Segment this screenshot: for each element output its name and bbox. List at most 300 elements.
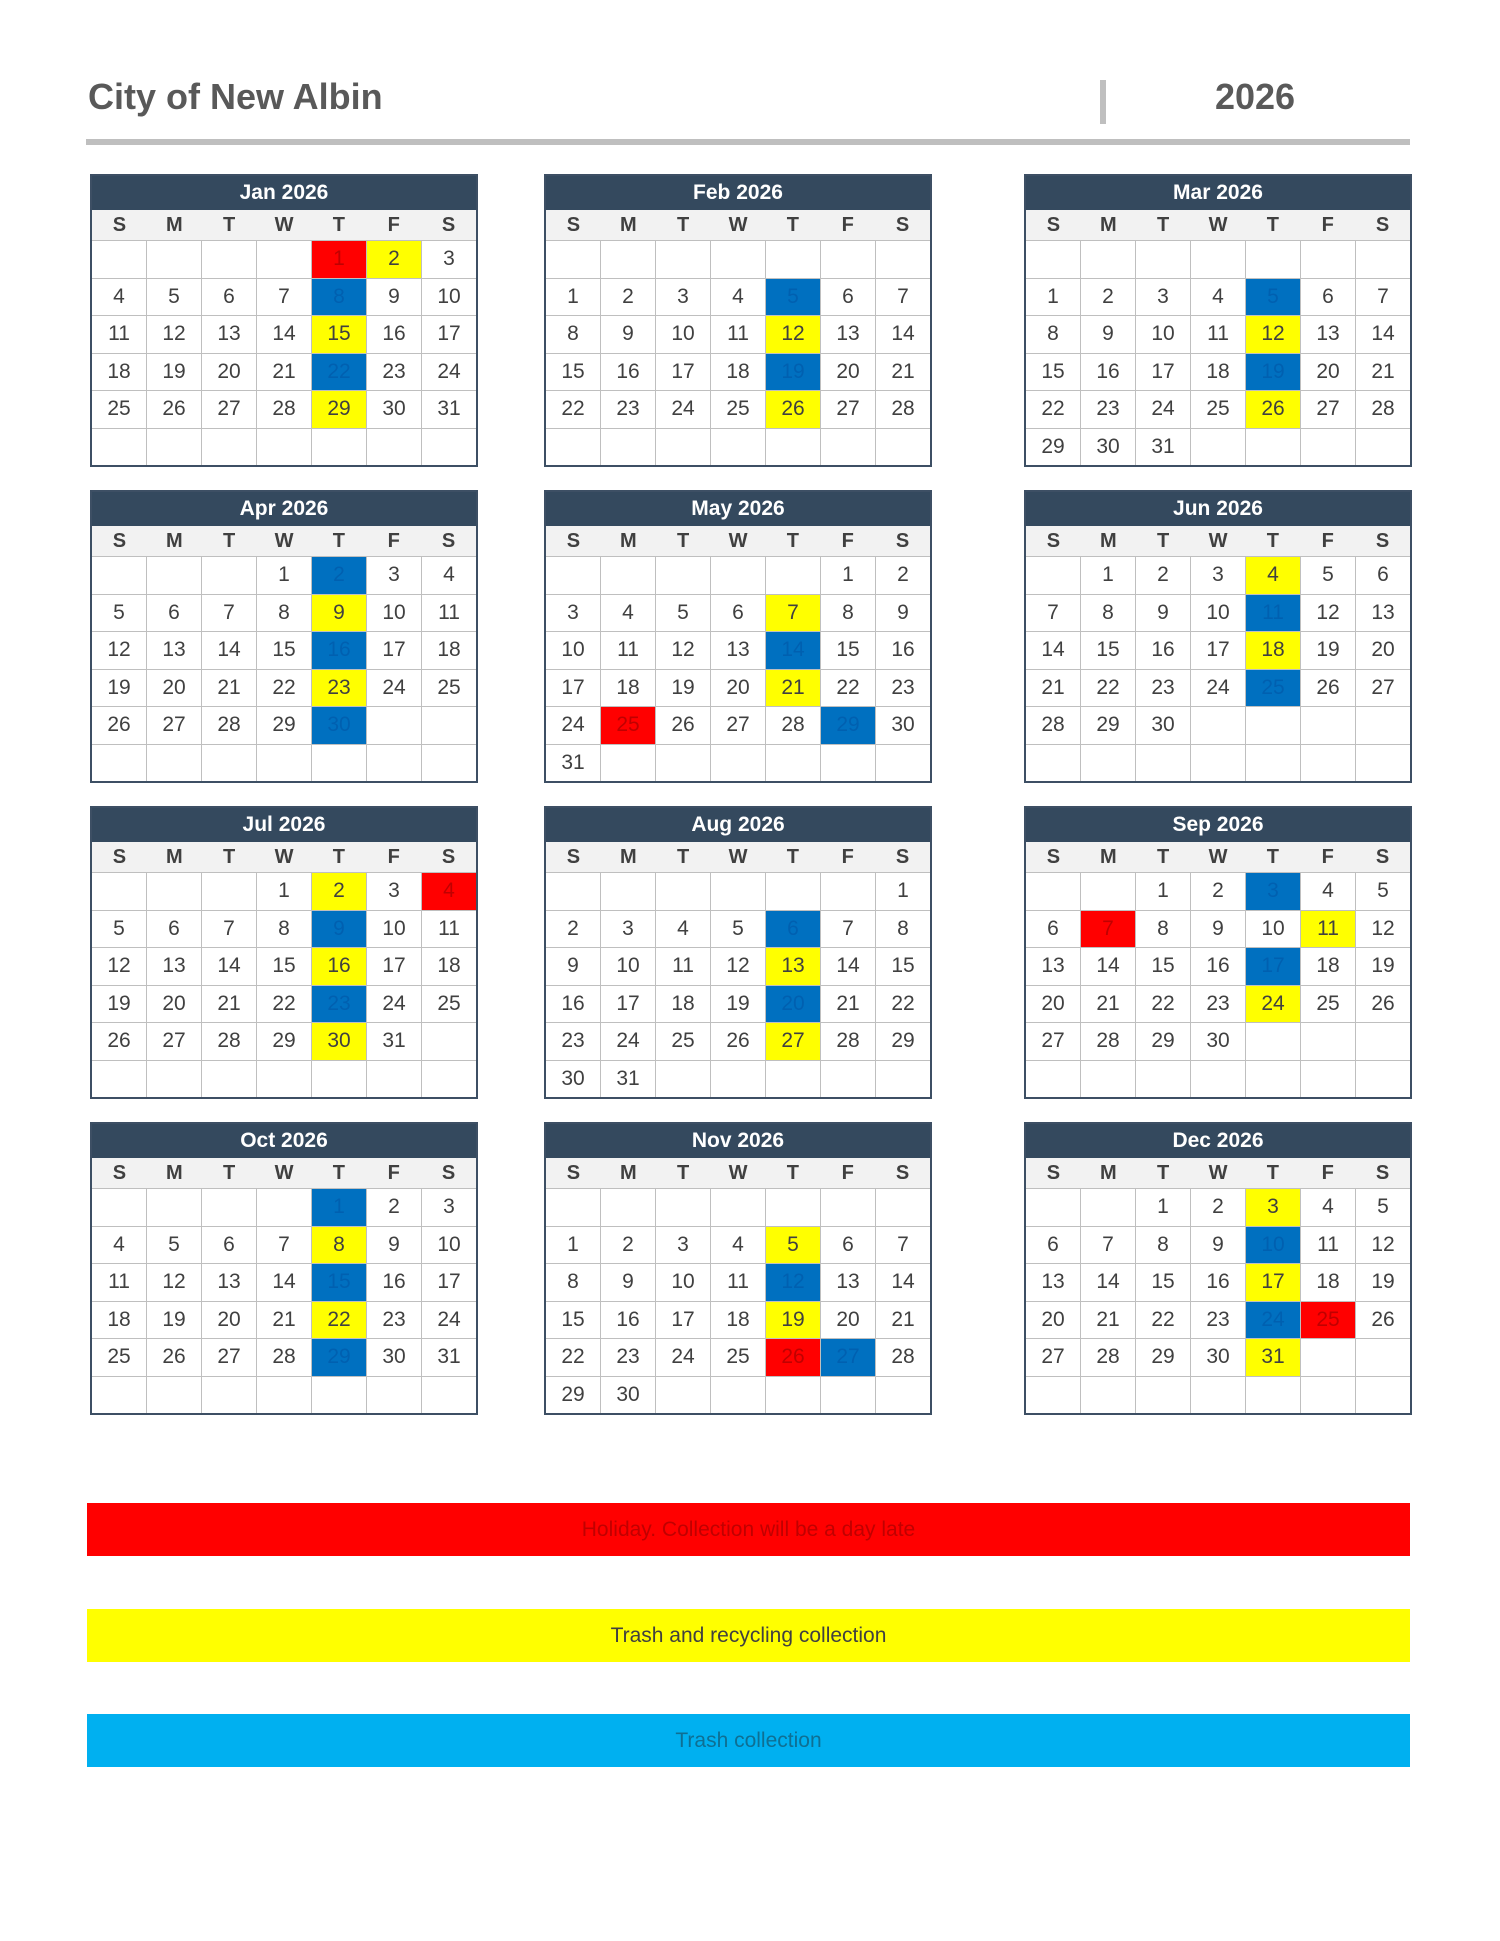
month-calendar <box>544 1122 932 1415</box>
day-cell: 10 <box>656 316 711 353</box>
day-cell <box>656 873 711 910</box>
day-cell <box>257 1377 312 1414</box>
week-row <box>1026 1226 1410 1264</box>
day-cell <box>312 1377 367 1414</box>
day-cell: 5 <box>147 279 202 316</box>
day-cell: 2 <box>1191 1189 1246 1226</box>
weekday-label: W <box>728 846 748 868</box>
day-cell: 27 <box>711 707 766 744</box>
day-cell: 4 <box>92 1227 147 1264</box>
week-row <box>1026 1189 1410 1226</box>
day-cell: 20 <box>821 1302 876 1339</box>
day-cell <box>876 1189 930 1226</box>
day-cell: 16 <box>1191 1264 1246 1301</box>
month-calendar <box>90 174 478 467</box>
header-rule <box>86 139 1410 145</box>
week-row <box>546 744 930 782</box>
day-cell: 17 <box>546 670 601 707</box>
day-cell: 21 <box>202 986 257 1023</box>
week-row <box>546 669 930 707</box>
day-cell: 5 <box>656 595 711 632</box>
day-cell: 19 <box>92 986 147 1023</box>
day-cell: 29 <box>257 707 312 744</box>
day-cell: 16 <box>891 638 915 661</box>
day-cell: 28 <box>1026 707 1081 744</box>
day-cell: 31 <box>437 397 461 420</box>
day-cell <box>601 873 656 910</box>
day-cell <box>656 557 711 594</box>
day-cell: 12 <box>711 948 766 985</box>
day-cell: 24 <box>1246 1302 1301 1339</box>
day-cell: 18 <box>92 1302 147 1339</box>
day-cell: 24 <box>437 1307 461 1331</box>
weekday-label: T <box>786 846 799 868</box>
week-row <box>1026 873 1410 910</box>
week-row <box>546 1301 930 1339</box>
day-cell: 18 <box>92 354 147 391</box>
day-cell <box>821 1061 876 1098</box>
day-cell: 12 <box>1246 316 1301 353</box>
day-cell: 10 <box>1191 595 1246 632</box>
day-cell <box>821 1189 876 1226</box>
day-cell: 1 <box>257 873 312 910</box>
day-cell: 22 <box>546 391 601 428</box>
day-cell <box>656 1189 711 1226</box>
day-cell: 27 <box>1026 1023 1081 1060</box>
day-cell: 1 <box>1136 873 1191 910</box>
day-cell: 3 <box>367 557 422 594</box>
day-cell: 1 <box>546 279 601 316</box>
day-cell <box>422 1377 476 1414</box>
week-row <box>92 873 476 910</box>
day-cell <box>147 873 202 910</box>
day-cell: 16 <box>367 316 422 353</box>
day-cell: 5 <box>1301 557 1356 594</box>
week-row <box>92 353 476 391</box>
month-calendar <box>544 174 932 467</box>
day-cell: 2 <box>601 1227 656 1264</box>
weekday-label: S <box>566 1162 581 1184</box>
day-cell: 13 <box>711 632 766 669</box>
day-cell: 25 <box>1191 391 1246 428</box>
week-row <box>1026 631 1410 669</box>
week-row <box>546 873 930 910</box>
month-title: Mar 2026 <box>1026 176 1410 210</box>
day-cell: 26 <box>147 1339 202 1376</box>
day-cell <box>422 1061 476 1098</box>
day-cell: 14 <box>891 1270 915 1293</box>
weekday-label: M <box>1099 1162 1117 1184</box>
day-cell <box>202 1189 257 1226</box>
day-cell: 8 <box>257 595 312 632</box>
day-cell: 13 <box>1026 1264 1081 1301</box>
day-cell <box>1301 1377 1356 1414</box>
day-cell <box>202 241 257 278</box>
day-cell <box>202 429 257 466</box>
day-cell: 13 <box>202 1264 257 1301</box>
week-row <box>546 278 930 316</box>
day-cell <box>1081 745 1136 782</box>
day-cell: 1 <box>312 241 367 278</box>
day-cell: 19 <box>766 1302 821 1339</box>
week-row <box>546 985 930 1023</box>
day-cell: 12 <box>1301 595 1356 632</box>
day-cell <box>1191 745 1246 782</box>
month-calendar <box>544 490 932 783</box>
weekday-label: T <box>1157 846 1170 868</box>
day-cell <box>1356 1061 1410 1098</box>
day-cell: 1 <box>546 1227 601 1264</box>
day-cell: 19 <box>1246 354 1301 391</box>
week-row <box>546 557 930 594</box>
day-cell: 25 <box>711 1339 766 1376</box>
day-cell: 23 <box>1191 1302 1246 1339</box>
month-title: Sep 2026 <box>1026 808 1410 842</box>
day-cell <box>1081 1377 1136 1414</box>
day-cell: 27 <box>821 1339 876 1376</box>
day-cell <box>601 1189 656 1226</box>
day-cell <box>711 1377 766 1414</box>
day-cell: 8 <box>1081 595 1136 632</box>
day-cell: 19 <box>92 670 147 707</box>
week-row <box>1026 1263 1410 1301</box>
weekday-label: T <box>223 1162 236 1184</box>
day-cell: 8 <box>821 595 876 632</box>
day-cell: 8 <box>312 1227 367 1264</box>
weekday-label: W <box>274 846 294 868</box>
day-cell: 15 <box>1136 1264 1191 1301</box>
weekday-label: S <box>1046 214 1061 236</box>
day-cell: 11 <box>438 916 460 940</box>
day-cell <box>257 429 312 466</box>
day-cell: 25 <box>92 1339 147 1376</box>
week-row <box>92 947 476 985</box>
day-cell: 14 <box>1026 632 1081 669</box>
day-cell: 9 <box>1191 1227 1246 1264</box>
day-cell <box>821 429 876 466</box>
day-cell <box>546 1189 601 1226</box>
weekday-label: W <box>1208 214 1228 236</box>
day-cell: 6 <box>711 595 766 632</box>
day-cell: 31 <box>437 1345 461 1368</box>
weekday-label: M <box>165 1162 183 1184</box>
day-cell: 13 <box>147 948 202 985</box>
day-cell: 9 <box>367 1227 422 1264</box>
week-row <box>92 1263 476 1301</box>
day-cell: 26 <box>1371 991 1395 1015</box>
day-cell: 9 <box>312 595 367 632</box>
header-divider <box>1100 80 1106 124</box>
weekday-label: F <box>387 530 400 552</box>
day-cell <box>711 1061 766 1098</box>
day-cell: 14 <box>766 632 821 669</box>
day-cell: 26 <box>1246 391 1301 428</box>
day-cell: 1 <box>821 557 876 594</box>
day-cell: 20 <box>202 354 257 391</box>
day-cell <box>147 1061 202 1098</box>
day-cell: 14 <box>257 1264 312 1301</box>
day-cell <box>1301 1339 1356 1376</box>
day-cell: 2 <box>367 1189 422 1226</box>
day-cell <box>821 745 876 782</box>
day-cell: 4 <box>711 279 766 316</box>
day-cell <box>1191 1377 1246 1414</box>
day-cell <box>601 745 656 782</box>
day-cell: 20 <box>1026 986 1081 1023</box>
day-cell: 24 <box>546 707 601 744</box>
day-cell: 15 <box>312 1264 367 1301</box>
day-cell: 10 <box>546 632 601 669</box>
month-days <box>546 1189 930 1413</box>
week-row <box>546 241 930 278</box>
weekday-label: S <box>895 214 910 236</box>
day-cell <box>92 557 147 594</box>
day-cell: 15 <box>891 954 915 977</box>
day-cell: 20 <box>1371 638 1395 661</box>
day-cell <box>876 1061 930 1098</box>
day-cell: 28 <box>202 1023 257 1060</box>
weekday-label: S <box>112 1162 127 1184</box>
day-cell: 12 <box>656 632 711 669</box>
day-cell <box>1191 429 1246 466</box>
day-cell <box>422 745 476 782</box>
day-cell <box>1356 241 1410 278</box>
day-cell <box>202 1377 257 1414</box>
day-cell: 15 <box>257 948 312 985</box>
day-cell: 27 <box>1301 391 1356 428</box>
day-cell <box>876 429 930 466</box>
month-calendar <box>90 1122 478 1415</box>
day-cell: 12 <box>1371 916 1395 940</box>
day-cell: 6 <box>766 911 821 948</box>
day-cell: 30 <box>1081 429 1136 466</box>
day-cell <box>1026 1061 1081 1098</box>
day-cell: 4 <box>1246 557 1301 594</box>
day-cell <box>1246 1377 1301 1414</box>
day-cell: 21 <box>1026 670 1081 707</box>
day-cell: 18 <box>656 986 711 1023</box>
weekday-header <box>1026 1158 1410 1189</box>
weekday-header <box>546 526 930 557</box>
day-cell <box>766 1189 821 1226</box>
day-cell: 28 <box>202 707 257 744</box>
day-cell <box>766 873 821 910</box>
day-cell: 21 <box>766 670 821 707</box>
weekday-label: T <box>223 846 236 868</box>
day-cell: 17 <box>1246 1264 1301 1301</box>
week-row <box>92 1376 476 1414</box>
day-cell: 7 <box>821 911 876 948</box>
week-row <box>92 278 476 316</box>
day-cell <box>546 241 601 278</box>
day-cell <box>202 557 257 594</box>
day-cell <box>711 557 766 594</box>
day-cell <box>367 1377 422 1414</box>
weekday-label: T <box>332 1162 345 1184</box>
day-cell <box>1301 707 1356 744</box>
week-row <box>546 1189 930 1226</box>
day-cell <box>821 873 876 910</box>
day-cell: 23 <box>601 1339 656 1376</box>
week-row <box>92 241 476 278</box>
day-cell: 16 <box>1136 632 1191 669</box>
day-cell: 1 <box>312 1189 367 1226</box>
day-cell: 7 <box>1026 595 1081 632</box>
week-row <box>546 947 930 985</box>
day-cell: 17 <box>656 354 711 391</box>
week-row <box>92 390 476 428</box>
weekday-label: T <box>677 1162 690 1184</box>
day-cell: 4 <box>601 595 656 632</box>
day-cell: 22 <box>891 991 915 1015</box>
day-cell: 28 <box>257 1339 312 1376</box>
weekday-label: T <box>786 1162 799 1184</box>
day-cell: 17 <box>656 1302 711 1339</box>
day-cell <box>1136 1377 1191 1414</box>
day-cell: 11 <box>92 1264 147 1301</box>
day-cell: 23 <box>601 391 656 428</box>
day-cell: 22 <box>1026 391 1081 428</box>
day-cell <box>656 745 711 782</box>
weekday-label: M <box>1099 846 1117 868</box>
day-cell: 29 <box>1081 707 1136 744</box>
weekday-label: T <box>677 846 690 868</box>
day-cell: 15 <box>821 632 876 669</box>
week-row <box>546 353 930 391</box>
week-row <box>92 1189 476 1226</box>
day-cell: 21 <box>891 359 915 383</box>
weekday-label: M <box>165 214 183 236</box>
day-cell: 5 <box>1246 279 1301 316</box>
week-row <box>546 1022 930 1060</box>
day-cell: 9 <box>1191 911 1246 948</box>
day-cell: 27 <box>766 1023 821 1060</box>
day-cell: 18 <box>1301 948 1356 985</box>
day-cell <box>1026 745 1081 782</box>
day-cell <box>766 557 821 594</box>
day-cell: 23 <box>312 986 367 1023</box>
weekday-label: F <box>1321 846 1334 868</box>
week-row <box>92 706 476 744</box>
day-cell <box>257 1189 312 1226</box>
day-cell <box>711 873 766 910</box>
day-cell <box>92 1189 147 1226</box>
weekday-label: W <box>274 214 294 236</box>
day-cell: 28 <box>1081 1339 1136 1376</box>
weekday-label: S <box>112 214 127 236</box>
day-cell: 9 <box>1136 595 1191 632</box>
day-cell: 16 <box>1191 948 1246 985</box>
day-cell <box>711 429 766 466</box>
month-days <box>546 557 930 781</box>
day-cell: 2 <box>897 563 909 586</box>
day-cell: 29 <box>891 1029 915 1052</box>
day-cell: 21 <box>1081 986 1136 1023</box>
month-days <box>1026 1189 1410 1413</box>
day-cell <box>1136 241 1191 278</box>
day-cell: 8 <box>546 1264 601 1301</box>
month-title: Jun 2026 <box>1026 492 1410 526</box>
day-cell: 11 <box>656 948 711 985</box>
day-cell: 3 <box>546 595 601 632</box>
month-calendar <box>1024 490 1412 783</box>
week-row <box>546 594 930 632</box>
weekday-label: W <box>1208 530 1228 552</box>
week-row <box>546 1376 930 1414</box>
month-calendar <box>1024 1122 1412 1415</box>
day-cell: 9 <box>601 316 656 353</box>
day-cell: 13 <box>1026 948 1081 985</box>
day-cell: 9 <box>601 1264 656 1301</box>
day-cell: 29 <box>1136 1023 1191 1060</box>
weekday-header <box>546 210 930 241</box>
weekday-label: F <box>387 846 400 868</box>
weekday-header <box>1026 210 1410 241</box>
week-row <box>546 1338 930 1376</box>
day-cell: 26 <box>92 1023 147 1060</box>
day-cell: 24 <box>656 1339 711 1376</box>
day-cell <box>601 429 656 466</box>
week-row <box>92 1226 476 1264</box>
day-cell: 7 <box>257 279 312 316</box>
month-title: May 2026 <box>546 492 930 526</box>
day-cell: 14 <box>1081 1264 1136 1301</box>
day-cell: 17 <box>367 632 422 669</box>
day-cell <box>147 429 202 466</box>
day-cell: 13 <box>1371 600 1395 624</box>
day-cell: 19 <box>711 986 766 1023</box>
day-cell <box>546 557 601 594</box>
day-cell <box>367 745 422 782</box>
day-cell: 20 <box>1301 354 1356 391</box>
week-row <box>546 706 930 744</box>
weekday-label: T <box>332 214 345 236</box>
day-cell: 2 <box>1081 279 1136 316</box>
month-days <box>92 241 476 465</box>
day-cell: 22 <box>257 986 312 1023</box>
day-cell: 18 <box>437 638 461 661</box>
day-cell: 8 <box>1136 1227 1191 1264</box>
weekday-label: M <box>1099 214 1117 236</box>
day-cell: 27 <box>147 707 202 744</box>
day-cell: 7 <box>897 284 909 308</box>
day-cell: 25 <box>1301 1302 1356 1339</box>
day-cell: 22 <box>1081 670 1136 707</box>
day-cell: 6 <box>821 1227 876 1264</box>
weekday-label: F <box>841 846 854 868</box>
day-cell: 2 <box>367 241 422 278</box>
week-row <box>546 1226 930 1264</box>
week-row <box>1026 594 1410 632</box>
day-cell: 18 <box>711 354 766 391</box>
day-cell: 4 <box>1301 1189 1356 1226</box>
day-cell: 4 <box>1301 873 1356 910</box>
week-row <box>546 390 930 428</box>
week-row <box>92 1022 476 1060</box>
day-cell: 20 <box>147 986 202 1023</box>
day-cell: 28 <box>821 1023 876 1060</box>
weekday-label: S <box>1375 214 1390 236</box>
weekday-label: W <box>728 530 748 552</box>
day-cell: 28 <box>766 707 821 744</box>
day-cell: 27 <box>202 391 257 428</box>
month-days <box>92 557 476 781</box>
day-cell: 5 <box>147 1227 202 1264</box>
weekday-label: S <box>566 214 581 236</box>
week-row <box>1026 669 1410 707</box>
weekday-label: S <box>441 530 456 552</box>
day-cell: 16 <box>312 632 367 669</box>
